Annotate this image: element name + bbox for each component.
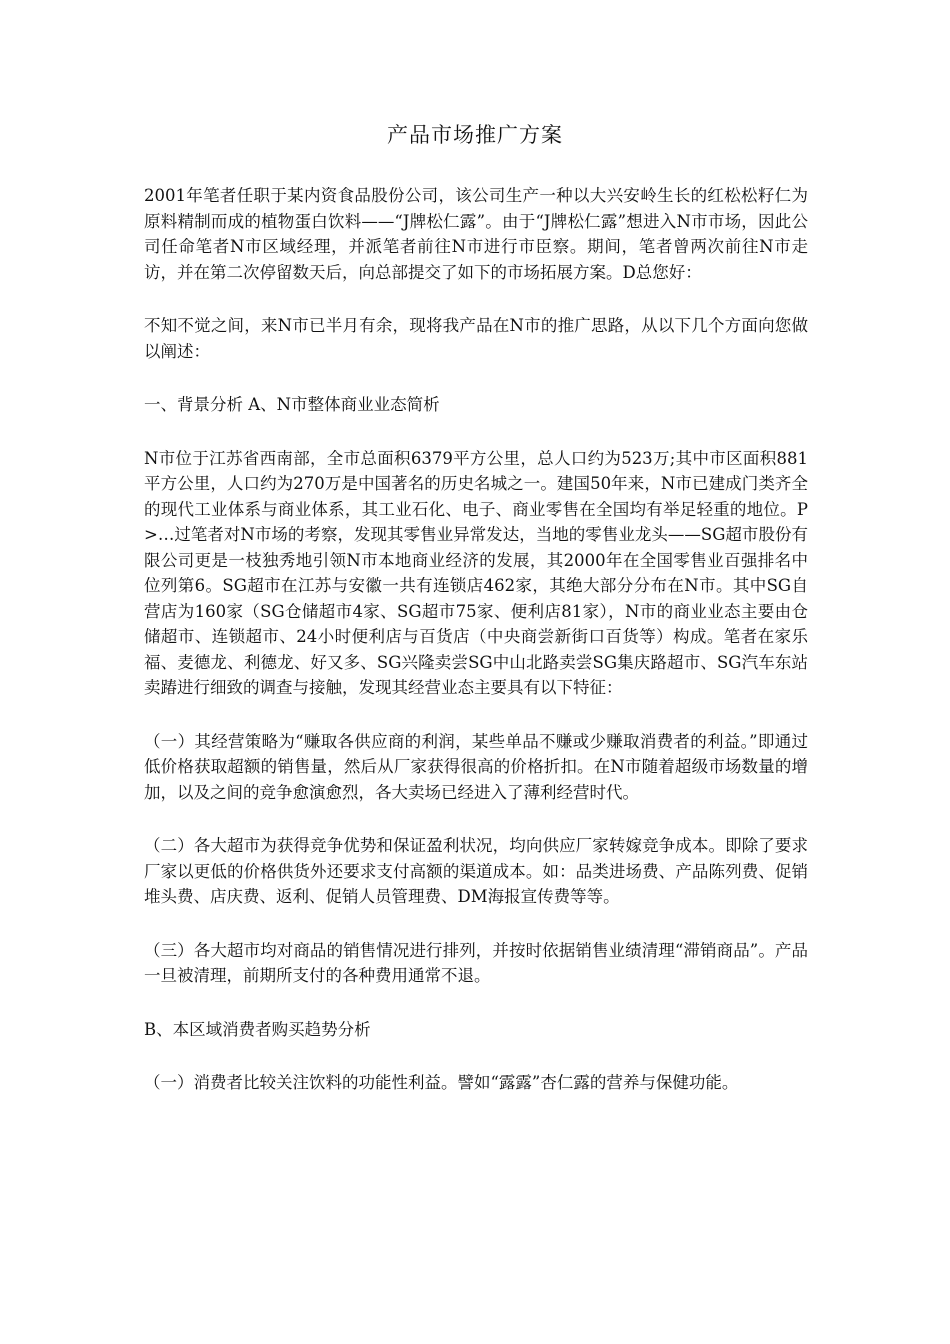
section-heading-consumer-trends: B、本区域消费者购买趋势分析 [144, 1019, 371, 1039]
paragraph-consumer-1: （一）消费者比较关注饮料的功能性利益。譬如“露露”杏仁露的营养与保健功能。 [144, 1073, 739, 1092]
paragraph-city-overview: N市位于江苏省西南部，全市总面积6379平方公里，总人口约为523万;其中市区面积881平方公里，人口约为270万是中国著名的历史名城之一。建国50年来，N市已建成门类齐全的现代工业体系与商业体系，其工业石化、电子、商业零售在全国均有举足轻重的地位。P>…过笔者对N市场的考察，发现其零售业异常发达，当地的零售业龙头——SG超市股份有限公司更是一枝独秀地引领N市本地商业经济的发展，其2000年在全国零售业百强排名中位列第6。SG超市在江苏与安徽一共有连锁店462家，其绝大部分分布在N市。其中SG自营店为160家（SG仓储超市4家、SG超市75家、便利店81家），N市的商业业态主要由仓储超市、连锁超市、24小时便利店与百货店（中央商尝新街口百货等）构成。笔者在家乐福、麦德龙、利德龙、好又多、SG兴隆卖尝SG中山北路卖尝SG集庆路超市、SG汽车东站卖踳进行细致的调查与接触，发现其经营业态主要具有以下特征： [144, 448, 808, 697]
paragraph-feature-2: （二）各大超市为获得竞争优势和保证盈利状况，均向供应厂家转嫁竞争成本。即除了要求厂家以更低的价格供货外还要求支付高额的渠道成本。如：品类进场费、产品陈列费、促销堆头费、店庆费、返利、促销人员管理费、DM海报宣传费等等。 [144, 836, 808, 906]
section-heading-background: 一、背景分析 A、N市整体商业业态简析 [144, 395, 440, 414]
paragraph-intro: 2001年笔者任职于某内资食品股份公司，该公司生产一种以大兴安岭生长的红松松籽仁为原料精制而成的植物蛋白饮料——“J牌松仁露”。由于“J牌松仁露”想进入N市市场，因此公司任命笔者N市区域经理，并派笔者前往N市进行市臣察。期间，笔者曾两次前往N市走访，并在第二次停留数天后，向总部提交了如下的市场拓展方案。D总您好： [144, 186, 808, 282]
paragraph-greeting: 不知不觉之间，来N市已半月有余，现将我产品在N市的推广思路，从以下几个方面向您做以阐述： [144, 316, 808, 361]
paragraph-feature-1: （一）其经营策略为“赚取各供应商的利润，某些单品不赚或少赚取消费者的利益。”即通过低价格获取超额的销售量，然后从厂家获得很高的价格折扣。在N市随着超级市场数量的增加，以及之间的竞争愈演愈烈，各大卖场已经进入了薄利经营时代。 [144, 731, 808, 802]
document-body [144, 183, 808, 1124]
document-title: 产品市场推广方案 [387, 123, 563, 147]
paragraph-feature-3: （三）各大超市均对商品的销售情况进行排列，并按时依据销售业绩清理“滞销商品”。产品一旦被清理，前期所支付的各种费用通常不退。 [144, 940, 808, 985]
